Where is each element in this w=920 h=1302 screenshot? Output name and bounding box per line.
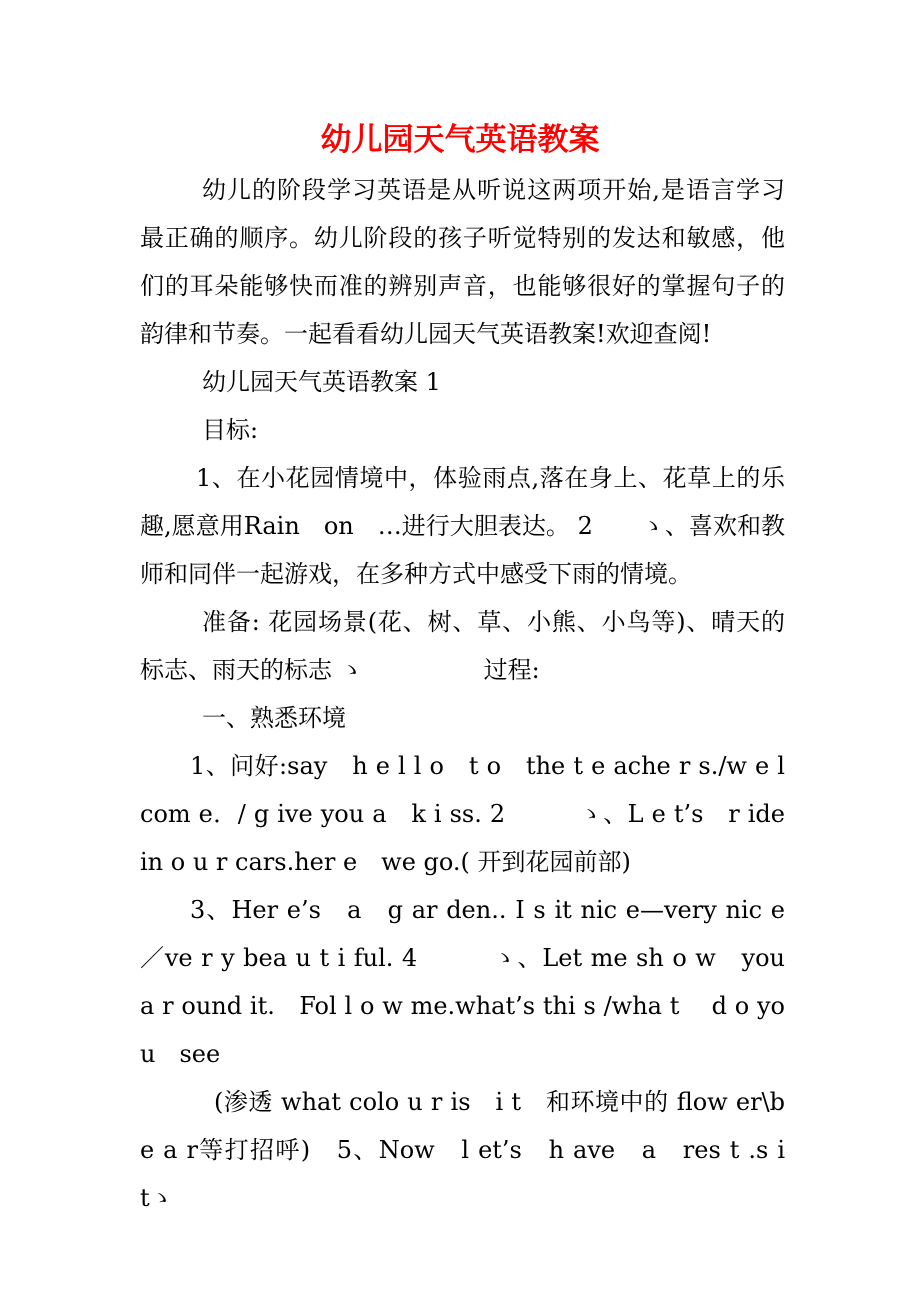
step3-paragraph: 3、Her e’s a g ar den.. I s it nic e—very nic e ／ve r y bea u t i ful. 4 ゝ、Let me sh o w you a r ound it. Fol l o w me.what’s thi s /wha t d o yo u see	[140, 896, 809, 1068]
goal-label: 目标:	[202, 416, 259, 444]
section-heading: 幼儿园天气英语教案 1	[202, 368, 441, 396]
document-title: 幼儿园天气英语教案	[320, 122, 600, 158]
step5-paragraph: (渗透 what colo u r is i t 和环境中的 flow er\be a r等打招呼) 5、Now l et’s h ave a res t .s i tゝ	[140, 1088, 785, 1212]
intro-paragraph: 幼儿的阶段学习英语是从听说这两项开始,是语言学习最正确的顺序。幼儿阶段的孩子听觉特别的发达和敏感，他们的耳朵能够快而准的辨别声音，也能够很好的掌握句子的韵律和节奏。一起看看幼儿园天气英语教案!欢迎查阅!	[140, 176, 785, 348]
preparation-paragraph: 准备: 花园场景(花、树、草、小熊、小鸟等)、晴天的标志、雨天的标志 ゝ 过程:	[140, 608, 785, 684]
step-heading: 一、熟悉环境	[202, 704, 346, 732]
step1-paragraph: 1、问好:say h e l l o t o the t e ache r s./w e lcom e．/ g ive you a k i ss. 2 ゝ、L e t’s r ide in o u r cars.her e we go.( 开到花园前部)	[140, 752, 785, 876]
goal-paragraph: 1、在小花园情境中，体验雨点,落在身上、花草上的乐趣,愿意用Rain on …进行大胆表达。 2 ゝ、喜欢和教师和同伴一起游戏，在多种方式中感受下雨的情境。	[140, 464, 785, 588]
